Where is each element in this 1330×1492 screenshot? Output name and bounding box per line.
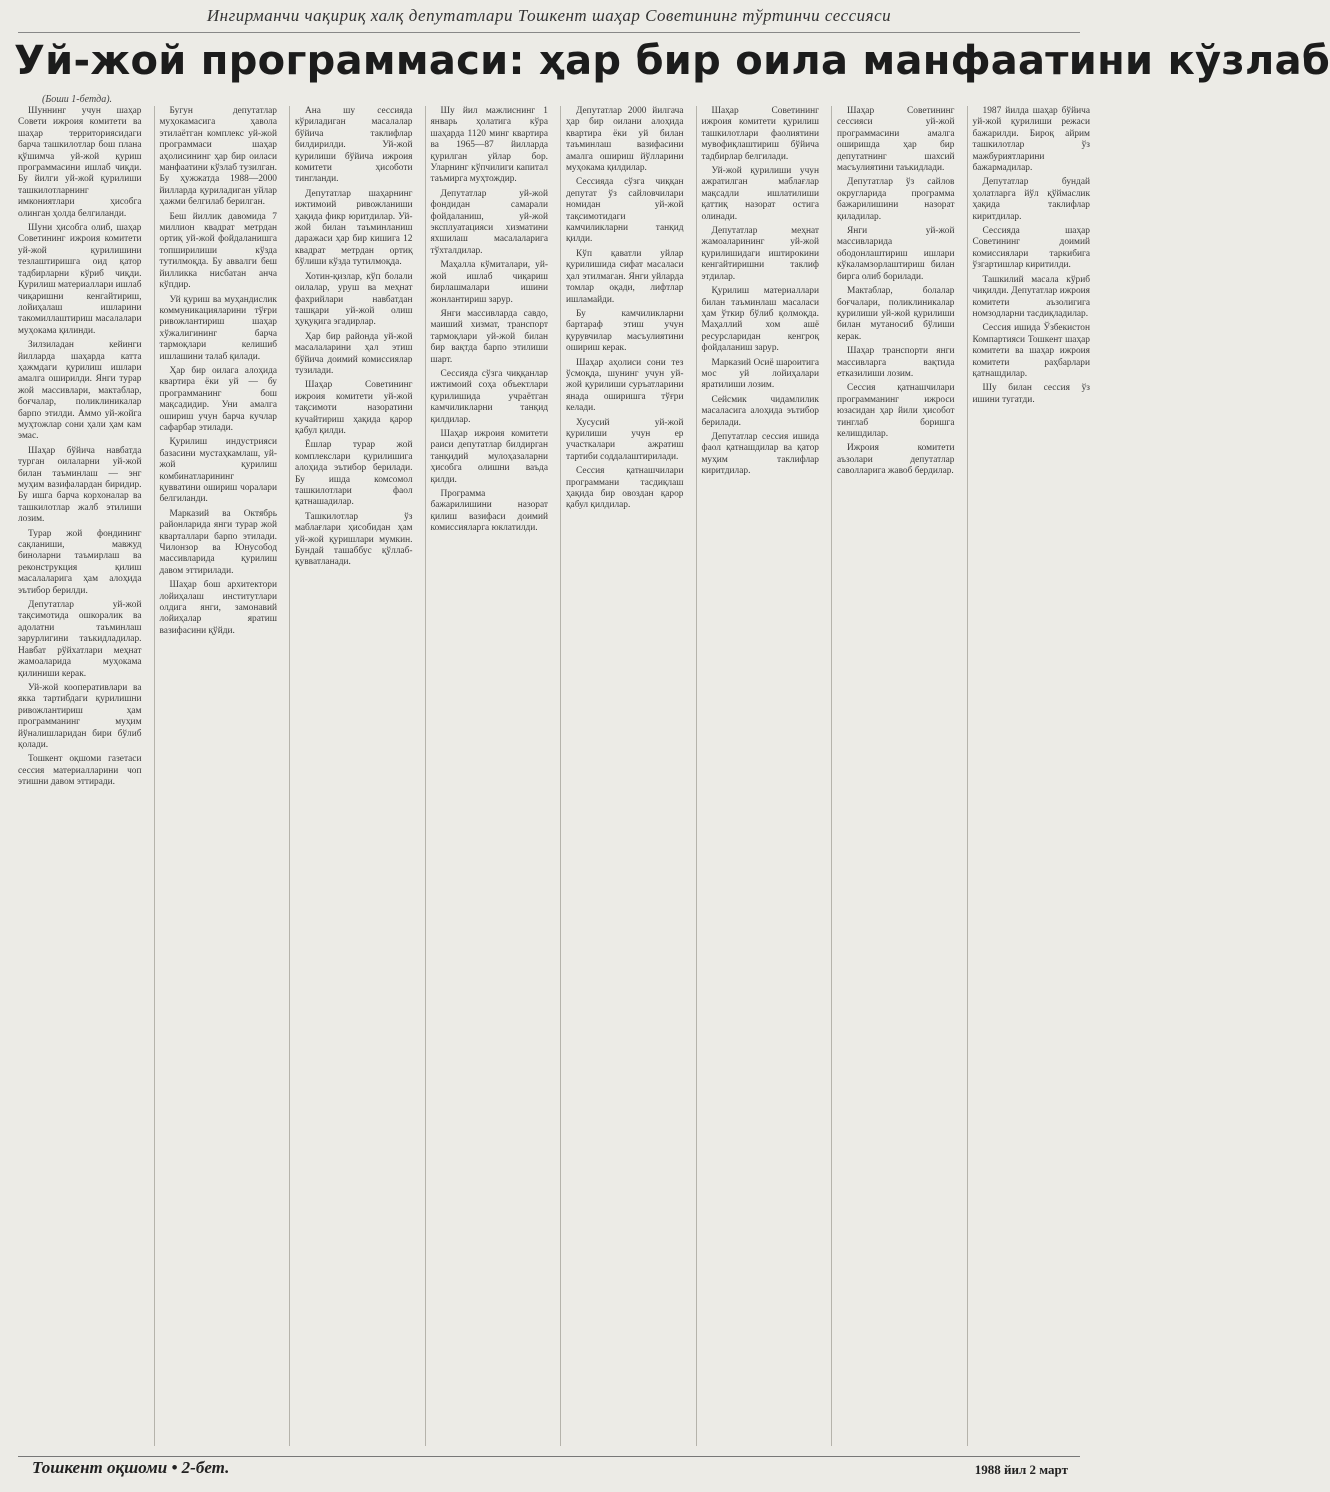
- column-7: [831, 106, 955, 1446]
- article-paragraph: Зилзиладан кейинги йилларда шаҳарда катта ҳажмдаги қурилиш ишлари амалга оширилди. Янги турар жой массивлари, мактаблар, боғчалар, поликлиникалар барпо этилди. Аммо уй-жойга муҳтожлар сони ҳали ҳам кам эмас.: [18, 340, 142, 442]
- article-paragraph: Депутатлар уй-жой тақсимотида ошкоралик ва адолатни таъминлаш зарурлигини таъкидладилар. Навбат рўйхатлари меҳнат жамоаларида муҳокама қилиниши керак.: [18, 600, 142, 679]
- article-paragraph: Депутатлар меҳнат жамоаларининг уй-жой қурилишидаги иштирокини кенгайтиришни таклиф этдилар.: [701, 226, 819, 282]
- article-paragraph: Хусусий уй-жой қурилиши учун ер участкалари ажратиш тартиби соддалаштирилади.: [566, 417, 684, 462]
- article-paragraph: Ана шу сессияда кўриладиган масалалар бўйича таклифлар билдирилди. Уй-жой қурилиши бўйича ижроия комитети ҳисоботи тингланди.: [295, 106, 413, 185]
- article-paragraph: Депутатлар бундай ҳолатларга йўл қўймаслик ҳақида таклифлар киритдилар.: [972, 177, 1090, 222]
- article-paragraph: Шаҳар Советининг ижроия комитети қурилиш ташкилотлари фаолиятини мувофиқлаштириш бўйича тадбирлар белгилади.: [701, 106, 819, 162]
- article-paragraph: Сессияда шаҳар Советининг доимий комиссиялари таркибига ўзгартишлар киритилди.: [972, 226, 1090, 271]
- article-paragraph: Уй-жой қурилиши учун ажратилган маблағлар мақсадли ишлатилиши қаттиқ назорат остига олинади.: [701, 166, 819, 222]
- article-paragraph: Қурилиш материаллари билан таъминлаш масаласи ҳам ўткир бўлиб қолмоқда. Маҳаллий хом ашё ресурсларидан кенгроқ фойдаланиш зарур.: [701, 286, 819, 354]
- article-paragraph: Бугун депутатлар муҳокамасига ҳавола этилаётган комплекс уй-жой программаси шаҳар аҳолисининг ҳар бир оиласи манфаатини кўзлаб тузилган. Бу ҳужжатда 1988—2000 йилларда қуриладиган уйлар ҳажми белгилаб берилган.: [159, 106, 277, 208]
- article-paragraph: Кўп қаватли уйлар қурилишида сифат масаласи ҳал этилмаган. Янги уйларда томлар оқади, лифтлар ишламайди.: [566, 248, 684, 305]
- article-paragraph: Ташкилотлар ўз маблағлари ҳисобидан ҳам уй-жой қуришлари мумкин. Бундай ташаббус қўллаб-қувватланади.: [295, 511, 413, 568]
- article-paragraph: Сессияда сўзга чиққан депутат ўз сайловчилари номидан уй-жой тақсимотидаги камчиликларни танқид қилди.: [566, 177, 684, 245]
- top-rule: [18, 32, 1080, 33]
- article-paragraph: Мактаблар, болалар боғчалари, поликлиникалар қурилиши уй-жой қурилиши билан мутаносиб бўлиши керак.: [837, 286, 955, 342]
- article-paragraph: Шаҳар бош архитектори лойиҳалаш институтлари олдига янги, замонавий лойиҳалар яратиш вазифасини қўйди.: [159, 580, 277, 636]
- article-paragraph: Сессия ишида Ўзбекистон Компартияси Тошкент шаҳар комитети ва шаҳар ижроия комитети раҳбарлари қатнашдилар.: [972, 323, 1090, 379]
- column-3: [289, 106, 413, 1446]
- article-paragraph: 1987 йилда шаҳар бўйича уй-жой қурилиши режаси бажарилди. Бироқ айрим ташкилотлар ўз мажбуриятларини бажармадилар.: [972, 106, 1090, 174]
- article-paragraph: Депутатлар сессия ишида фаол қатнашдилар ва қатор муҳим таклифлар киритдилар.: [701, 431, 819, 477]
- article-paragraph: Депутатлар уй-жой фондидан самарали фойдаланиш, уй-жой эксплуатацияси хизматини яхшилаш масалаларига тўхталдилар.: [430, 188, 548, 256]
- session-kicker: Ингирманчи чақириқ халқ депутатлари Тошкент шаҳар Советининг тўртинчи сессияси: [206, 6, 892, 25]
- article-paragraph: Депутатлар ўз сайлов округларида программа бажарилишини назорат қиладилар.: [837, 177, 955, 222]
- article-paragraph: Сессия қатнашчилари программанинг ижроси юзасидан ҳар йили ҳисобот тинглаб боришга келишдилар.: [837, 383, 955, 439]
- column-4: [425, 106, 549, 1446]
- continuation-note: (Боши 1-бетда).: [42, 94, 113, 105]
- article-paragraph: Шаҳар транспорти янги массивларга вақтида етказилиши лозим.: [837, 346, 955, 379]
- article-paragraph: Шуни ҳисобга олиб, шаҳар Советининг ижроия комитети уй-жой қурилишини тезлаштиришга оид қатор тадбирларни кўриб чиқди. Қурилиш материаллари ишлаб чиқаришни кенгайтириш, лойиҳалаш ишларини такомиллаштириш масалалари муҳокама қилинди.: [18, 223, 142, 336]
- article-paragraph: Уй-жой кооперативлари ва якка тартибдаги қурилишни ривожлантириш ҳам программанинг муҳим йўналишларидан бири бўлиб қолади.: [18, 682, 142, 750]
- article-paragraph: Ҳар бир районда уй-жой масалаларини ҳал этиш бўйича доимий комиссиялар тузилади.: [295, 331, 413, 376]
- article-paragraph: Шаҳар аҳолиси сони тез ўсмоқда, шунинг учун уй-жой қурилиши суръатларини янада оширишга тўғри келади.: [566, 357, 684, 414]
- article-columns: [18, 106, 1090, 1446]
- article-paragraph: Ёшлар турар жой комплекслари қурилишига алоҳида эътибор берилади. Бу ишда комсомол ташкилотлари фаол қатнашадилар.: [295, 440, 413, 508]
- article-paragraph: Марказий ва Октябрь районларида янги турар жой кварталлари барпо этилади. Чилонзор ва Юнусобод массивларида қурилиш давом эттирилади.: [159, 508, 277, 576]
- column-8: [967, 106, 1091, 1446]
- article-paragraph: Шу йил мажлиснинг 1 январь ҳолатига кўра шаҳарда 1120 минг квартира ва 1965—87 йилларда қурилган уйлар бор. Уларнинг кўпчилиги капитал таъмирга муҳтождир.: [430, 106, 548, 185]
- headline: Уй-жой программаси: ҳар бир оила манфаатини кўзлаб: [14, 38, 1330, 84]
- article-paragraph: Ижроия комитети аъзолари депутатлар саволларига жавоб бердилар.: [837, 443, 955, 477]
- article-paragraph: Янги уй-жой массивларида ободонлаштириш ишлари кўкаламзорлаштириш билан бирга олиб борилади.: [837, 226, 955, 282]
- article-paragraph: Шуннинг учун шаҳар Совети ижроия комитети ва шаҳар территориясидаги барча ташкилотлар бош плана қўшимча уй-жой қуриш программасини ишлаб чиқди. Бу йилги уй-жой қурилиши ташкилотларнинг имкониятлари ҳисобга олинган ҳолда белгиланди.: [18, 106, 142, 219]
- article-paragraph: Шаҳар ижроия комитети раиси депутатлар билдирган танқидий мулоҳазаларни ҳисобга олишни ваъда қилди.: [430, 428, 548, 485]
- article-paragraph: Қурилиш индустрияси базасини мустаҳкамлаш, уй-жой қурилиш комбинатларининг қувватини ошириш чоралари белгиланди.: [159, 437, 277, 505]
- article-paragraph: Уй қуриш ва муҳандислик коммуникацияларини тўғри ривожлантириш шаҳар хўжалигининг барча тармоқлари келишиб ишлашини талаб қилади.: [159, 294, 277, 362]
- article-paragraph: Хотин-қизлар, кўп болали оилалар, уруш ва меҳнат фахрийлари навбатдан ташқари уй-жой олиш ҳуқуқига эгадирлар.: [295, 271, 413, 328]
- article-paragraph: Ҳар бир оилага алоҳида квартира ёки уй — бу программанинг бош мақсадидир. Уни амалга ошириш учун барча кучлар сафарбар этилади.: [159, 365, 277, 433]
- article-paragraph: Шаҳар Советининг сессияси уй-жой программасини амалга оширишда ҳар бир депутатнинг шахсий масъулиятини таъкидлади.: [837, 106, 955, 174]
- column-2: [154, 106, 278, 1446]
- article-paragraph: Депутатлар 2000 йилгача ҳар бир оилани алоҳида квартира ёки уй билан таъминлаш вазифасини амалга ошириш йўлларини муҳокама қилдилар.: [566, 106, 684, 174]
- article-paragraph: Янги массивларда савдо, маиший хизмат, транспорт тармоқлари уй-жой билан бир вақтда барпо этилиши шарт.: [430, 308, 548, 365]
- article-paragraph: Бу камчиликларни бартараф этиш учун қурувчилар масъулиятини ошириш керак.: [566, 308, 684, 354]
- article-paragraph: Тошкент оқшоми газетаси сессия материалларини чоп этишни давом эттиради.: [18, 754, 142, 788]
- issue-date: 1988 йил 2 март: [974, 1462, 1068, 1477]
- article-paragraph: Шу билан сессия ўз ишини тугатди.: [972, 383, 1090, 405]
- article-paragraph: Шаҳар Советининг ижроия комитети уй-жой тақсимоти назоратини кучайтириш ҳақида қарор қабул қилди.: [295, 380, 413, 436]
- article-paragraph: Марказий Осиё шароитига мос уй лойиҳалари яратилиши лозим.: [701, 357, 819, 391]
- article-paragraph: Турар жой фондининг сақланиши, мавжуд биноларни таъмирлаш ва реконструкция қилиш масалаларига ҳам алоҳида эътибор берилди.: [18, 528, 142, 596]
- article-paragraph: Ташкилий масала кўриб чиқилди. Депутатлар ижроия комитети аъзолигига номзодларни тасдиқладилар.: [972, 274, 1090, 319]
- article-paragraph: Маҳалла кўмиталари, уй-жой ишлаб чиқариш бирлашмалари ишини жонлантириш зарур.: [430, 260, 548, 305]
- column-5: [560, 106, 684, 1446]
- article-paragraph: Программа бажарилишини назорат қилиш вазифаси доимий комиссияларга юклатилди.: [430, 489, 548, 534]
- column-6: [696, 106, 820, 1446]
- article-paragraph: Шаҳар бўйича навбатда турган оилаларни уй-жой билан таъминлаш — энг муҳим вазифалардан биридир. Бу ишга барча корхоналар ва ташкилотлар жалб этилиши лозим.: [18, 445, 142, 525]
- article-paragraph: Сейсмик чидамлилик масаласига алоҳида эътибор берилади.: [701, 394, 819, 428]
- article-paragraph: Сессияда сўзга чиққанлар ижтимоий соҳа объектлари қурилишида учраётган камчиликларни танқид қилдилар.: [430, 368, 548, 425]
- article-paragraph: Депутатлар шаҳарнинг ижтимоий ривожланиши ҳақида фикр юритдилар. Уй-жой билан таъминланиш даражаси ҳар бир кишига 12 квадрат метрдан ортиқ бўлиши кўзда тутилмоқда.: [295, 188, 413, 268]
- article-paragraph: Сессия қатнашчилари программани тасдиқлаш ҳақида бир овоздан қарор қабул қилдилар.: [566, 466, 684, 511]
- newspaper-footer-title: Тошкент оқшоми • 2-бет.: [32, 1458, 230, 1477]
- column-1: [18, 106, 142, 1446]
- footer-rule: [18, 1456, 1080, 1457]
- article-paragraph: Беш йиллик давомида 7 миллион квадрат метрдан ортиқ уй-жой фойдаланишга топширилиши кўзда тутилмоқда. Бу аввалги беш йилликка нисбатан анча кўпдир.: [159, 211, 277, 291]
